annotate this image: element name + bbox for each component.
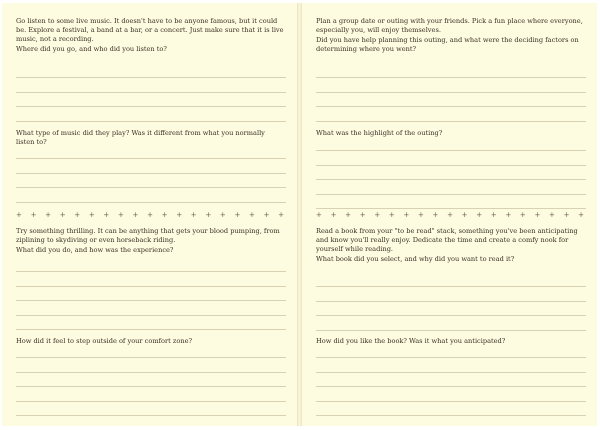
prompt-book-opinion <box>316 337 584 346</box>
question-text: Did you have help planning this outing, and what were the deciding factors on determining where you went? <box>316 36 579 53</box>
writing-lines <box>16 77 286 135</box>
question-text: Where did you go, and who did you listen to? <box>16 45 167 53</box>
question-text: How did it feel to step outside of your comfort zone? <box>16 337 193 345</box>
prompt-text: Read a book from your "to be read" stack, something you've been anticipating and know you'll really enjoy. Dedicate the time and create a comfy nook for yourself while reading. <box>316 227 578 253</box>
prompt-text: Plan a group date or outing with your friends. Pick a fun place where everyone, especially you, will enjoy themselves. <box>316 17 583 34</box>
divider: + + + + + + + + + + + + + + + + + + + <box>16 211 284 219</box>
writing-lines <box>316 286 586 344</box>
writing-lines <box>16 158 286 216</box>
left-page <box>2 3 297 426</box>
prompt-text: Try something thrilling. It can be anything that gets your blood pumping, from ziplining to skydiving or even horseback riding. <box>16 227 280 244</box>
divider: + + + + + + + + + + + + + + + + + + + <box>316 211 584 219</box>
prompt-text: Go listen to some live music. It doesn't have to be anyone famous, but it could be. Explore a festival, a band at a bar, or a concert. Just make sure that it is live music, not a recording. <box>16 17 284 43</box>
question-text: What did you do, and how was the experience? <box>16 246 174 254</box>
question-text: What book did you select, and why did you want to read it? <box>316 255 515 263</box>
question-text: What was the highlight of the outing? <box>316 129 443 137</box>
writing-lines <box>16 271 286 344</box>
right-page <box>302 3 597 426</box>
prompt-read-book <box>316 227 584 264</box>
prompt-music-type <box>16 129 284 147</box>
prompt-group-date <box>316 17 584 54</box>
prompt-thrilling <box>16 227 284 255</box>
writing-lines <box>16 357 286 430</box>
writing-lines <box>316 77 586 135</box>
prompt-live-music <box>16 17 284 54</box>
prompt-comfort-zone <box>16 337 284 346</box>
prompt-highlight <box>316 129 584 138</box>
question-text: What type of music did they play? Was it different from what you normally listen to? <box>16 129 265 146</box>
writing-lines <box>316 357 586 430</box>
question-text: How did you like the book? Was it what you anticipated? <box>316 337 506 345</box>
